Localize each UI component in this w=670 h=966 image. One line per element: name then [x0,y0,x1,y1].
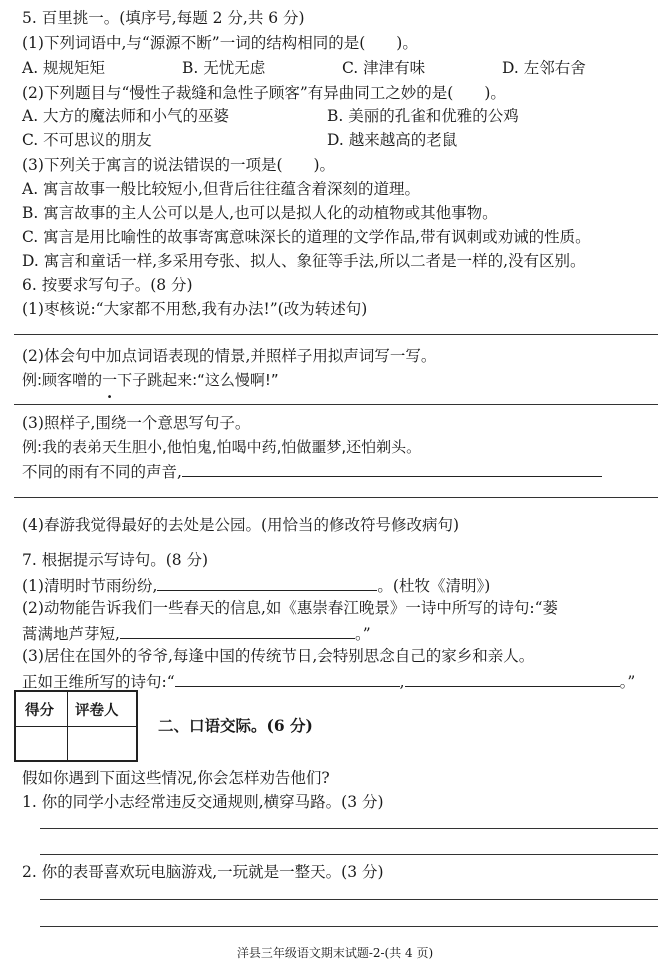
part2-q1-answer-line-1[interactable] [40,828,658,829]
q5-1-options [22,58,658,78]
q6-4-stem: (4)春游我觉得最好的去处是公园。(用恰当的修改符号修改病句) [22,516,460,534]
q7-3-answer-blank-2[interactable] [405,670,620,687]
q6-2-example [22,370,658,390]
score-table-header-score: 得分 [25,703,54,719]
page-footer: 洋县三年级语文期末试题-2-(共 4 页) [236,946,434,960]
q6-1-answer-line[interactable] [14,334,658,335]
q5-2-option-d: D. 越来越高的老鼠 [327,131,458,149]
score-table [14,690,138,762]
q5-title: 5. 百里挑一。(填序号,每题 2 分,共 6 分) [22,9,305,27]
part2-q1-answer-line-2[interactable] [40,854,658,855]
q5-3-option-c: C. 寓言是用比喻性的故事寄寓意味深长的道理的文学作品,带有讽刺或劝诫的性质。 [22,228,591,246]
q6-3-stem: (3)照样子,围绕一个意思写句子。 [22,414,251,432]
q5-2-options-row2 [22,130,658,150]
q7-1-prefix: (1)清明时节雨纷纷, [22,577,158,595]
part2-q2-answer-line-1[interactable] [40,899,658,900]
q7-2-prefix: 蒿满地芦芽短, [22,625,120,643]
q7-title: 7. 根据提示写诗句。(8 分) [22,551,209,569]
q7-1-suffix: 。(杜牧《清明》) [377,577,491,595]
q7-3-line1: (3)居住在国外的爷爷,每逢中国的传统节日,会特别思念自己的家乡和亲人。 [22,647,535,665]
q6-3-answer-line[interactable] [14,497,658,498]
q5-3-option-b: B. 寓言故事的主人公可以是人,也可以是拟人化的动植物或其他事物。 [22,204,498,222]
q7-3-line2 [22,670,658,692]
q7-3-prefix: 正如王维所写的诗句:“ [22,673,175,691]
q5-3-option-d: D. 寓言和童话一样,多采用夸张、拟人、象征等手法,所以二者是一样的,没有区别。 [22,252,586,270]
q7-2-line1: (2)动物能告诉我们一些春天的信息,如《惠崇春江晚景》一诗中所写的诗句:“蒌 [22,599,559,617]
q5-3-option-a: A. 寓言故事一般比较短小,但背后往往蕴含着深刻的道理。 [22,180,420,198]
q5-2-option-c: C. 不可思议的朋友 [22,131,152,149]
q6-2-stem: (2)体会句中加点词语表现的情景,并照样子用拟声词写一写。 [22,347,437,365]
q7-1-answer-blank[interactable] [157,574,377,591]
q5-2-option-b: B. 美丽的孔雀和优雅的公鸡 [327,107,519,125]
q6-2-answer-line[interactable] [14,404,658,405]
q7-2-answer-blank[interactable] [120,622,355,639]
q6-3-example: 例:我的表弟天生胆小,他怕鬼,怕喝中药,怕做噩梦,还怕剃头。 [22,438,422,456]
q5-1-stem: (1)下列词语中,与“源源不断”一词的结构相同的是( )。 [22,34,418,52]
q5-1-option-b: B. 无忧无虑 [182,59,266,77]
q6-3-prompt-line [22,460,658,482]
q7-3-comma: , [399,673,405,691]
part2-q1: 1. 你的同学小志经常违反交通规则,横穿马路。(3 分) [22,793,384,811]
score-table-row-divider [16,726,136,727]
q5-2-option-a: A. 大方的魔法师和小气的巫婆 [22,107,230,125]
score-table-header-grader: 评卷人 [75,703,119,719]
part2-title: 二、口语交际。(6 分) [158,716,313,735]
q5-2-stem: (2)下列题目与“慢性子裁缝和急性子顾客”有异曲同工之妙的是( )。 [22,84,506,102]
part2-q2: 2. 你的表哥喜欢玩电脑游戏,一玩就是一整天。(3 分) [22,863,384,881]
q6-1-stem: (1)枣核说:“大家都不用愁,我有办法!”(改为转述句) [22,300,368,318]
q7-3-suffix: 。” [619,673,636,691]
q6-2-example-suffix: 跳起来:“这么慢啊!” [147,371,279,389]
q6-title: 6. 按要求写句子。(8 分) [22,276,193,294]
q5-1-option-c: C. 津津有味 [342,59,426,77]
q7-1-line [22,574,658,596]
part2-q2-answer-line-2[interactable] [40,926,658,927]
q6-3-prompt: 不同的雨有不同的声音, [22,463,182,481]
q5-2-options-row1 [22,106,658,126]
q5-3-stem: (3)下列关于寓言的说法错误的一项是( )。 [22,156,336,174]
part2-intro: 假如你遇到下面这些情况,你会怎样劝告他们? [22,769,330,787]
q6-2-example-dotted-words: 噌的一下子 • [72,371,147,389]
q5-1-option-d: D. 左邻右舍 [502,59,586,77]
q7-2-suffix: 。” [354,625,371,643]
q6-3-answer-blank[interactable] [182,460,602,477]
q5-1-option-a: A. 规规矩矩 [22,59,106,77]
q7-3-answer-blank-1[interactable] [175,670,400,687]
q7-2-line2 [22,622,658,644]
q6-2-example-prefix: 例:顾客 [22,371,73,389]
